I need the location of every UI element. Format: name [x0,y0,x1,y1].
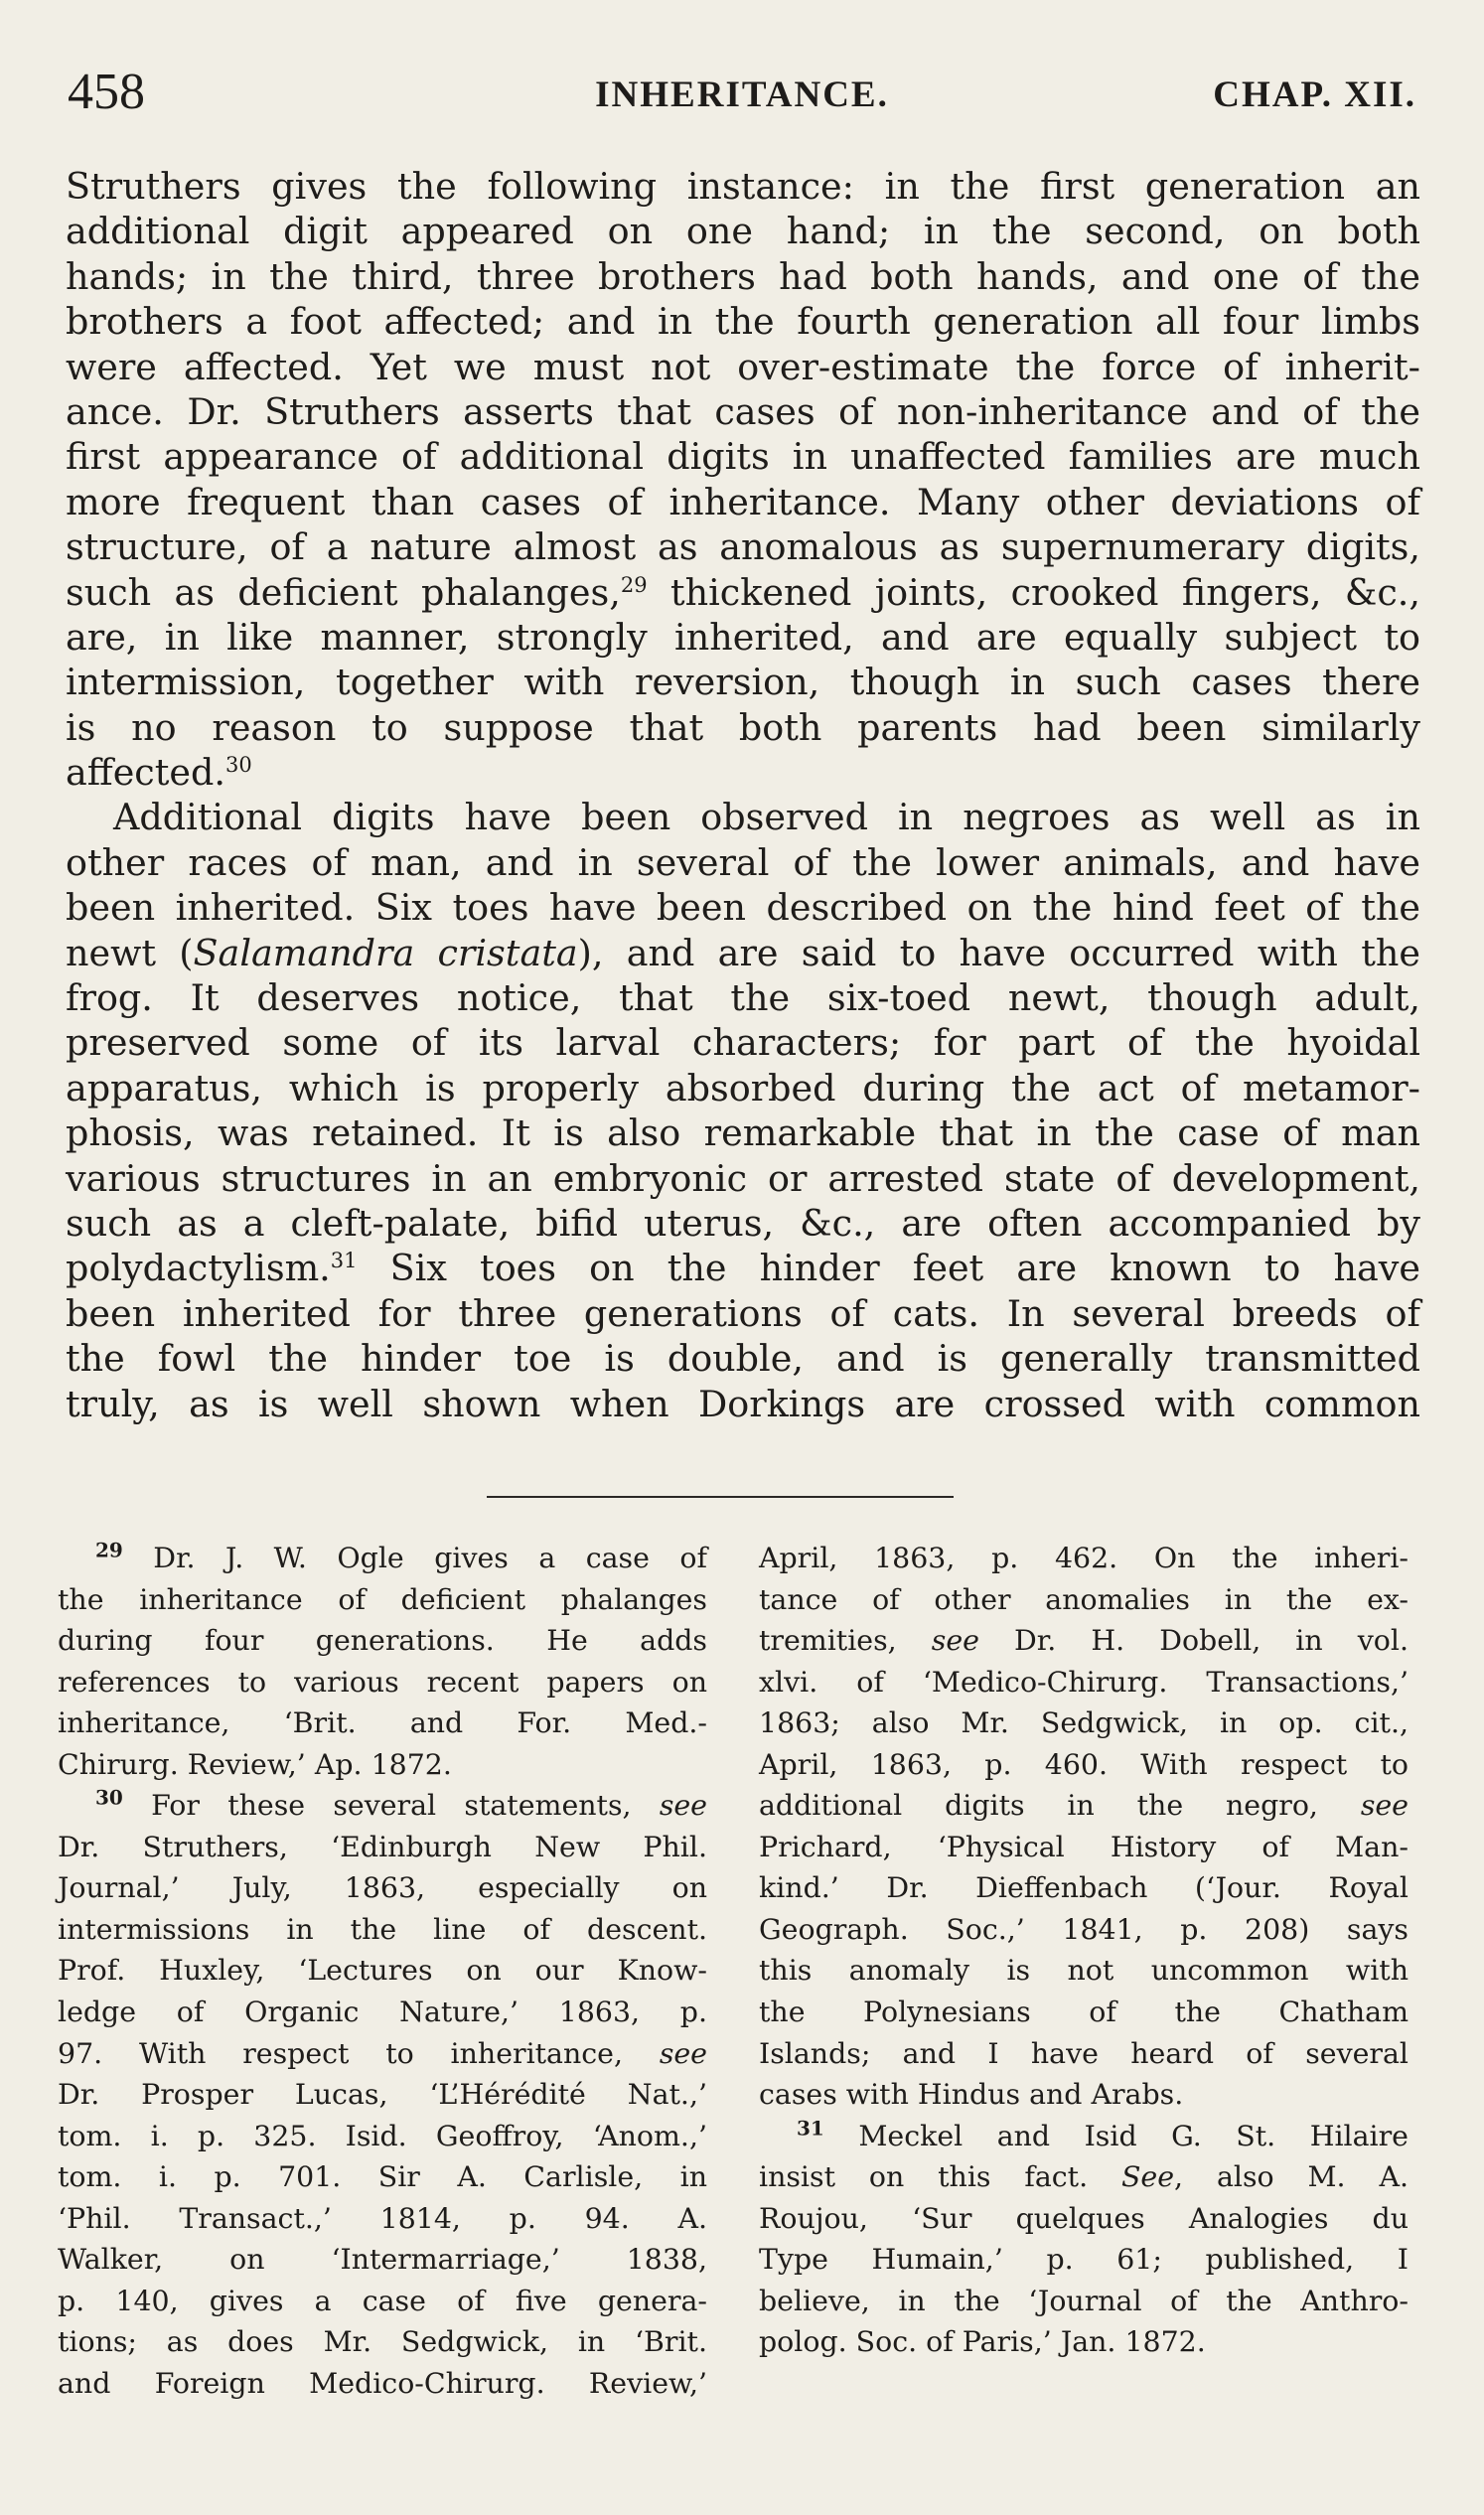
chapter-label: CHAP. XII. [1213,74,1416,115]
footnote-line [759,2239,1409,2281]
line-text: Islands; and I have heard of several [759,2036,1409,2070]
italic-text: see [931,1624,979,1658]
footnote-line [58,1785,707,1827]
line-text: Prichard, ‘Physical History of Man- [759,1830,1409,1863]
line-text: is no reason to suppose that both parents had been similarly [66,705,1420,749]
line-text-continued: thickened joints, crooked fingers, &c., [647,570,1420,614]
line-text-continued: ), and are said to have occurred with the [577,931,1420,974]
line-text: Geograph. Soc.,’ 1841, p. 208) says [759,1912,1409,1946]
footnote-number: 31 [797,2116,824,2141]
footnote-line [58,2156,707,2198]
line-text: polog. Soc. of Paris,’ Jan. 1872. [759,2325,1206,2359]
text-line [66,1246,1420,1290]
footnote-line [58,2239,707,2281]
footnote-number: 30 [95,1785,123,1810]
line-text: April, 1863, p. 460. With respect to [759,1747,1409,1781]
footnote-line [58,1827,707,1868]
footnote-reference: 31 [330,1249,358,1273]
line-text: Chirurg. Review,’ Ap. 1872. [58,1747,452,1781]
footnote-line [58,1867,707,1909]
line-text: during four generations. He adds [58,1624,707,1658]
footnote-line [759,2281,1409,2322]
line-text: newt ( [66,931,194,974]
line-text: intermissions in the line of descent. [58,1912,707,1946]
line-text: polydactylism. [66,1247,331,1290]
footnote-line [759,1867,1409,1909]
text-line [66,1382,1420,1426]
text-line [66,795,1420,839]
text-line [66,524,1420,569]
text-line [66,615,1420,660]
line-text: intermission, together with reversion, though in such cases there [66,661,1420,704]
line-text: frog. It deserves notice, that the six-toed newt, though adult, [66,976,1420,1020]
footnote-line [58,1950,707,1992]
text-line [66,975,1420,1020]
line-text: such as a cleft-palate, bifid uterus, &c., are often accompanied by [66,1201,1420,1245]
footnote-line [759,1744,1409,1786]
text-line [66,660,1420,704]
text-line [66,705,1420,750]
text-line [66,1020,1420,1065]
line-text: Struthers gives the following instance: in the first generation an [66,165,1420,208]
italic-text: Salamandra cristata [193,931,578,974]
footnote-line [759,2321,1409,2363]
line-text: Dr. J. W. Ogle gives a case of [122,1542,707,1574]
line-text: phosis, was retained. It is also remarkable that in the case of man [66,1111,1420,1155]
page-number: 458 [68,64,145,120]
line-text: Dr. Struthers, ‘Edinburgh New Phil. [58,1830,707,1863]
line-text: been inherited for three generations of cats. In several breeds of [66,1291,1420,1335]
line-text: more frequent than cases of inheritance. Many other deviations of [66,480,1420,523]
footnotes-right-column [759,1538,1409,2363]
text-line [66,345,1420,389]
footnote-line [58,1702,707,1744]
line-text: Type Humain,’ p. 61; published, I [759,2243,1409,2277]
line-text: tions; as does Mr. Sedgwick, in ‘Brit. [58,2325,707,2359]
line-text: April, 1863, p. 462. On the inheri- [759,1542,1409,1574]
line-text: ledge of Organic Nature,’ 1863, p. [58,1996,707,2029]
line-text: references to various recent papers on [58,1665,707,1699]
line-text: Roujou, ‘Sur quelques Analogies du [759,2201,1409,2235]
footnote-separator [487,1496,954,1498]
line-text: tremities, [759,1624,932,1658]
footnotes-left-column [58,1538,707,2404]
footnote-line [58,2281,707,2322]
line-text: For these several statements, [122,1789,660,1823]
text-line [66,1291,1420,1336]
footnote-line [58,1579,707,1621]
italic-text: see [659,2036,707,2070]
line-text: Prof. Huxley, ‘Lectures on our Know- [58,1954,707,1988]
line-text: affected. [66,751,225,795]
line-text: Journal,’ July, 1863, especially on [58,1871,707,1905]
line-text: various structures in an embryonic or arrested state of development, [66,1156,1420,1200]
footnote-line [759,1785,1409,1827]
line-text: believe, in the ‘Journal of the Anthro- [759,2284,1409,2317]
footnote-line [759,1827,1409,1868]
footnote-line [759,1620,1409,1662]
footnote-line [58,1909,707,1951]
footnote-line [759,1992,1409,2033]
line-text-continued: Six toes on the hinder feet are known to have [357,1247,1420,1290]
line-text: are, in like manner, strongly inherited, and are equally subject to [66,615,1420,659]
footnote-line [58,2074,707,2116]
text-line [66,389,1420,434]
line-text: truly, as is well shown when Dorkings are crossed with common [66,1382,1420,1425]
line-text: insist on this fact. [759,2160,1121,2194]
line-text: preserved some of its larval characters; for part of the hyoidal [66,1021,1420,1065]
line-text: inheritance, ‘Brit. and For. Med.- [58,1706,707,1740]
line-text: Walker, on ‘Intermarriage,’ 1838, [58,2243,707,2277]
footnote-line [58,1744,707,1786]
text-line [66,885,1420,930]
footnote-line [759,1702,1409,1744]
footnote-line [58,2033,707,2075]
line-text-continued: , also M. A. [1174,2160,1409,2194]
line-text: brothers a foot affected; and in the fourth generation all four limbs [66,300,1420,344]
italic-text: see [1360,1789,1409,1823]
footnote-line [759,2116,1409,2157]
line-text: xlvi. of ‘Medico-Chirurg. Transactions,’ [759,1665,1409,1699]
line-text: additional digits in the negro, [759,1789,1361,1823]
footnote-line [58,2321,707,2363]
line-text: the fowl the hinder toe is double, and is generally transmitted [66,1337,1420,1381]
text-line [66,1156,1420,1201]
footnote-line [759,2033,1409,2075]
line-text: ‘Phil. Transact.,’ 1814, p. 94. A. [58,2201,707,2235]
footnote-line [759,1579,1409,1621]
footnote-line [759,1662,1409,1703]
line-text: 1863; also Mr. Sedgwick, in op. cit., [759,1706,1409,1740]
footnote-reference: 29 [620,572,648,597]
line-text: hands; in the third, three brothers had both hands, and one of the [66,254,1420,298]
text-line [66,840,1420,885]
footnote-line [58,1538,707,1579]
footnote-reference: 30 [224,752,252,777]
text-line [66,570,1420,615]
text-line [66,480,1420,524]
text-line [66,254,1420,299]
text-line [66,750,1420,795]
line-text: other races of man, and in several of the lower animals, and have [66,840,1420,884]
footnote-line [759,1950,1409,1992]
footnote-line [58,1620,707,1662]
text-line [66,434,1420,479]
line-text: kind.’ Dr. Dieffenbach (‘Jour. Royal [759,1871,1409,1905]
line-text: Dr. Prosper Lucas, ‘L’Hérédité Nat.,’ [58,2078,707,2112]
line-text: p. 140, gives a case of five genera- [58,2284,707,2317]
line-text: and Foreign Medico-Chirurg. Review,’ [58,2366,707,2400]
line-text: such as deficient phalanges, [66,570,621,614]
italic-text: see [659,1789,707,1823]
running-title: INHERITANCE. [595,74,889,115]
footnote-line [58,2116,707,2157]
text-line [66,1066,1420,1110]
line-text: ance. Dr. Struthers asserts that cases of non-inheritance and of the [66,389,1420,433]
footnote-line [759,1909,1409,1951]
text-line [66,299,1420,344]
line-text: tom. i. p. 325. Isid. Geoffroy, ‘Anom.,’ [58,2119,707,2152]
footnote-line [58,1662,707,1703]
line-text: 97. With respect to inheritance, [58,2036,660,2070]
text-line [66,1110,1420,1155]
text-line [66,1201,1420,1246]
line-text: tom. i. p. 701. Sir A. Carlisle, in [58,2160,707,2194]
line-text: Additional digits have been observed in negroes as well as in [113,796,1420,839]
italic-text: See [1120,2160,1175,2194]
line-text: first appearance of additional digits in unaffected families are much [66,435,1420,479]
text-line [66,1336,1420,1381]
footnote-line [759,2074,1409,2116]
footnote-line [58,2363,707,2405]
line-text: tance of other anomalies in the ex- [759,1582,1409,1616]
line-text: cases with Hindus and Arabs. [759,2078,1184,2112]
main-text [66,164,1420,1426]
line-text: structure, of a nature almost as anomalous as supernumerary digits, [66,525,1420,569]
footnote-line [759,2198,1409,2240]
footnote-line [58,1992,707,2033]
line-text: additional digit appeared on one hand; in the second, on both [66,210,1420,253]
text-line [66,164,1420,209]
footnote-line [759,2156,1409,2198]
line-text: been inherited. Six toes have been described on the hind feet of the [66,886,1420,930]
line-text-continued: Dr. H. Dobell, in vol. [978,1624,1409,1658]
footnote-number: 29 [95,1538,123,1562]
line-text: the inheritance of deficient phalanges [58,1582,707,1616]
footnote-line [759,1538,1409,1579]
footnote-line [58,2198,707,2240]
text-line [66,931,1420,975]
running-head [68,58,1416,127]
line-text: the Polynesians of the Chatham [759,1996,1409,2029]
line-text: this anomaly is not uncommon with [759,1954,1409,1988]
text-line [66,209,1420,253]
line-text: were affected. Yet we must not over-estimate the force of inherit- [66,345,1420,388]
line-text: Meckel and Isid G. St. Hilaire [823,2119,1409,2152]
line-text: apparatus, which is properly absorbed during the act of metamor- [66,1066,1420,1110]
